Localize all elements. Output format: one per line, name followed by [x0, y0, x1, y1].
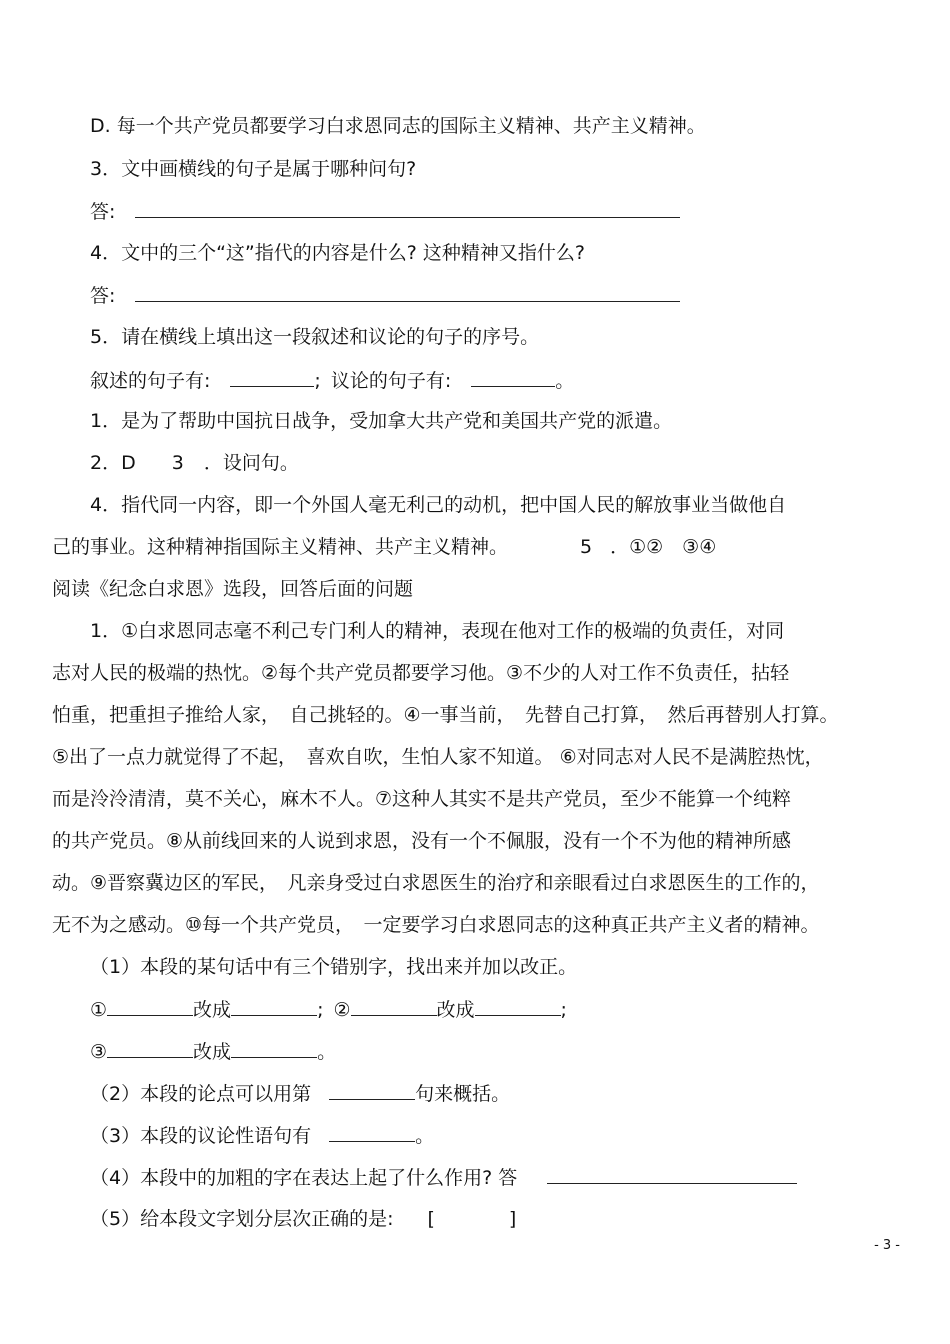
answer-3-text: ．设问句。: [203, 452, 299, 474]
page-number: - 3 -: [874, 1238, 900, 1253]
answer-3-row: [90, 199, 680, 224]
bracket-left: [: [427, 1208, 435, 1230]
sub-question-4-text: （4）本段中的加粗的字在表达上起了什么作用? 答: [90, 1167, 518, 1189]
wrong-char-3-blank[interactable]: [107, 1039, 193, 1058]
option-d: D. 每一个共产党员都要学习白求恩同志的国际主义精神、共产主义精神。: [90, 115, 706, 137]
sub-question-5-text: （5）给本段文字划分层次正确的是:: [90, 1208, 394, 1230]
semicolon: ;: [314, 370, 321, 392]
sub-question-2-text: （2）本段的论点可以用第: [90, 1083, 312, 1105]
answer-label: 答:: [90, 201, 116, 223]
answer-4-line1: 4．指代同一内容，即一个外国人毫无利己的动机，把中国人民的解放事业当做他自: [90, 494, 787, 516]
correct-char-1-blank[interactable]: [231, 997, 317, 1016]
answer-label: 答:: [90, 285, 116, 307]
argument-sentences-blank[interactable]: [329, 1123, 415, 1142]
answer-4-blank[interactable]: [135, 283, 680, 302]
answer-5-text: ．①② ③④: [610, 536, 717, 558]
question-5: 5．请在横线上填出这一段叙述和议论的句子的序号。: [90, 326, 540, 348]
circle-3: ③: [90, 1041, 108, 1063]
change-label: 改成: [193, 1041, 232, 1063]
sub-question-4: [90, 1165, 797, 1190]
narration-label: 叙述的句子有:: [90, 370, 211, 392]
passage-line-2: 志对人民的极端的热忱。②每个共产党员都要学习他。③不少的人对工作不负责任，拈轻: [52, 662, 790, 684]
question-5-blanks: [90, 368, 574, 393]
argument-blank[interactable]: [471, 368, 555, 387]
sub-question-3: [90, 1123, 434, 1148]
passage-line-3: 怕重，把重担子推给人家， 自己挑轻的。④一事当前， 先替自己打算， 然后再替别人打算。: [52, 704, 839, 726]
change-label: 改成: [193, 999, 232, 1021]
wrong-char-2-blank[interactable]: [351, 997, 437, 1016]
sub-question-2-end: 句来概括。: [415, 1083, 511, 1105]
answer-2-3: [90, 451, 299, 475]
semicolon: ;: [560, 999, 567, 1021]
circle-2: ②: [333, 999, 351, 1021]
passage-line-1: 1．①白求恩同志毫不利己专门利人的精神，表现在他对工作的极端的负责任，对同: [90, 620, 785, 642]
circle-1: ①: [90, 999, 108, 1021]
correct-char-2-blank[interactable]: [475, 997, 561, 1016]
passage-line-6: 的共产党员。⑧从前线回来的人说到求恩，没有一个不佩服，没有一个不为他的精神所感: [52, 830, 792, 852]
semicolon: ;: [317, 999, 324, 1021]
passage-line-4: ⑤出了一点力就觉得了不起， 喜欢自吹，生怕人家不知道。 ⑥对同志对人民不是满腔热忱，: [52, 746, 824, 768]
answer-4-text: 己的事业。这种精神指国际主义精神、共产主义精神。: [52, 536, 509, 558]
thesis-sentence-blank[interactable]: [329, 1081, 415, 1100]
answer-4-line2: [52, 535, 716, 559]
sub-question-2: [90, 1081, 510, 1106]
answer-5-num: 5: [580, 536, 593, 558]
passage-line-8: 无不为之感动。⑩每一个共产党员， 一定要学习白求恩同志的这种真正共产主义者的精神。: [52, 914, 820, 936]
answer-3-blank[interactable]: [135, 199, 680, 218]
sub-question-1-blanks-b: [90, 1039, 336, 1064]
answer-1: 1．是为了帮助中国抗日战争，受加拿大共产党和美国共产党的派遣。: [90, 410, 673, 432]
sub-question-3-text: （3）本段的议论性语句有: [90, 1125, 312, 1147]
bracket-right: ]: [508, 1208, 517, 1230]
passage-line-5: 而是泠泠清清，莫不关心，麻木不人。⑦这种人其实不是共产党员，至少不能算一个纯粹: [52, 788, 792, 810]
narration-blank[interactable]: [230, 368, 314, 387]
answer-4-row: [90, 283, 680, 308]
correct-char-3-blank[interactable]: [231, 1039, 317, 1058]
sub-question-5: [90, 1207, 516, 1231]
wrong-char-1-blank[interactable]: [107, 997, 193, 1016]
sub-question-1: （1）本段的某句话中有三个错别字，找出来并加以改正。: [90, 956, 578, 978]
bold-word-effect-blank[interactable]: [547, 1165, 797, 1184]
sub-question-1-blanks-a: [90, 997, 567, 1022]
passage-line-7: 动。⑨晋察冀边区的军民， 凡亲身受过白求恩医生的治疗和亲眼看过白求恩医生的工作的，: [52, 872, 820, 894]
period: 。: [415, 1125, 435, 1147]
period: 。: [317, 1041, 337, 1063]
period: 。: [555, 370, 575, 392]
question-3: 3．文中画横线的句子是属于哪种问句?: [90, 158, 417, 180]
reading-instruction: 阅读《纪念白求恩》选段，回答后面的问题: [52, 578, 414, 600]
argument-label: 议论的句子有:: [330, 370, 452, 392]
question-4: 4．文中的三个“这”指代的内容是什么? 这种精神又指什么?: [90, 242, 585, 264]
change-label: 改成: [436, 999, 475, 1021]
answer-2: 2．D: [90, 452, 136, 474]
answer-3-num: 3: [171, 452, 184, 474]
